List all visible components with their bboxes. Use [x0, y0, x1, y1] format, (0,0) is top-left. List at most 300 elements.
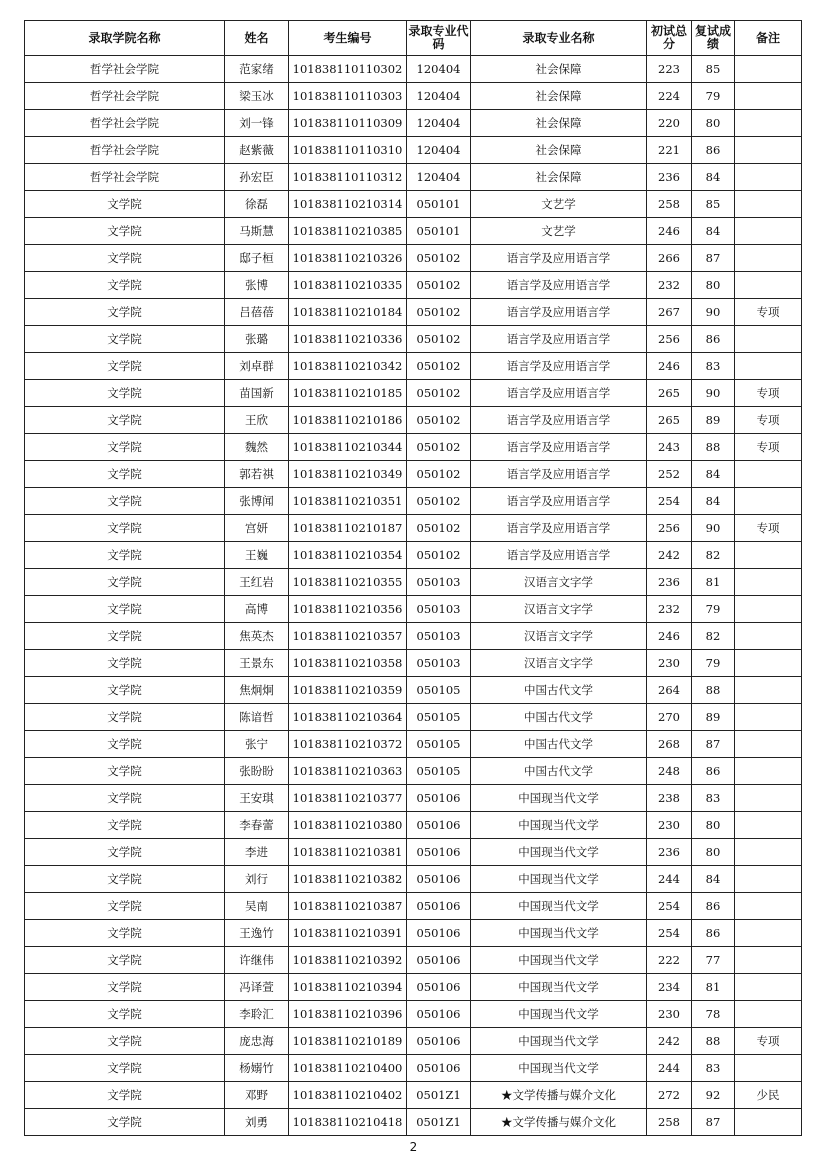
name-cell: 张宁 [225, 731, 289, 758]
remarks-cell [735, 866, 802, 893]
retest-score-cell: 84 [692, 488, 735, 515]
initial-score-cell: 236 [647, 839, 692, 866]
table-row [25, 434, 802, 461]
major-name-cell: 社会保障 [471, 110, 647, 137]
table-row [25, 893, 802, 920]
table-row [25, 758, 802, 785]
retest-score-cell: 86 [692, 326, 735, 353]
major-name-cell: 中国现当代文学 [471, 1055, 647, 1082]
college-cell: 文学院 [25, 488, 225, 515]
major-code-cell: 0501Z1 [407, 1109, 471, 1136]
remarks-cell [735, 56, 802, 83]
major-code-cell: 050106 [407, 866, 471, 893]
name-cell: 孙宏臣 [225, 164, 289, 191]
retest-score-cell: 90 [692, 299, 735, 326]
exam-id-cell: 101838110210363 [289, 758, 407, 785]
initial-score-cell: 256 [647, 515, 692, 542]
name-cell: 苗国新 [225, 380, 289, 407]
table-row [25, 353, 802, 380]
initial-score-cell: 264 [647, 677, 692, 704]
remarks-cell [735, 893, 802, 920]
table-row [25, 569, 802, 596]
header-major-code: 录取专业代码 [407, 21, 471, 56]
college-cell: 文学院 [25, 1028, 225, 1055]
exam-id-cell: 101838110210377 [289, 785, 407, 812]
remarks-cell [735, 650, 802, 677]
admission-table-container [24, 20, 801, 1136]
table-row [25, 83, 802, 110]
name-cell: 吴南 [225, 893, 289, 920]
major-code-cell: 050102 [407, 272, 471, 299]
retest-score-cell: 87 [692, 245, 735, 272]
remarks-cell [735, 272, 802, 299]
table-row [25, 488, 802, 515]
major-name-cell: 汉语言文字学 [471, 650, 647, 677]
exam-id-cell: 101838110210189 [289, 1028, 407, 1055]
table-row [25, 1082, 802, 1109]
major-name-cell: 语言学及应用语言学 [471, 488, 647, 515]
retest-score-cell: 79 [692, 596, 735, 623]
major-name-cell: 语言学及应用语言学 [471, 380, 647, 407]
initial-score-cell: 243 [647, 434, 692, 461]
remarks-cell [735, 947, 802, 974]
name-cell: 刘卓群 [225, 353, 289, 380]
college-cell: 文学院 [25, 920, 225, 947]
exam-id-cell: 101838110210185 [289, 380, 407, 407]
exam-id-cell: 101838110210354 [289, 542, 407, 569]
major-name-cell: 中国现当代文学 [471, 893, 647, 920]
page-number: 2 [409, 1140, 418, 1154]
initial-score-cell: 244 [647, 1055, 692, 1082]
remarks-cell [735, 191, 802, 218]
major-code-cell: 050102 [407, 326, 471, 353]
retest-score-cell: 89 [692, 704, 735, 731]
remarks-cell: 少民 [735, 1082, 802, 1109]
initial-score-cell: 236 [647, 164, 692, 191]
major-name-cell: 中国古代文学 [471, 731, 647, 758]
exam-id-cell: 101838110210380 [289, 812, 407, 839]
major-code-cell: 050105 [407, 704, 471, 731]
major-code-cell: 050106 [407, 893, 471, 920]
major-name-cell: 汉语言文字学 [471, 596, 647, 623]
name-cell: 庞忠海 [225, 1028, 289, 1055]
retest-score-cell: 87 [692, 1109, 735, 1136]
remarks-cell [735, 1109, 802, 1136]
name-cell: 邓野 [225, 1082, 289, 1109]
exam-id-cell: 101838110210356 [289, 596, 407, 623]
exam-id-cell: 101838110210372 [289, 731, 407, 758]
initial-score-cell: 254 [647, 893, 692, 920]
table-row [25, 596, 802, 623]
name-cell: 梁玉冰 [225, 83, 289, 110]
exam-id-cell: 101838110110303 [289, 83, 407, 110]
retest-score-cell: 80 [692, 110, 735, 137]
initial-score-cell: 242 [647, 1028, 692, 1055]
initial-score-cell: 252 [647, 461, 692, 488]
remarks-cell [735, 542, 802, 569]
name-cell: 焦炯炯 [225, 677, 289, 704]
college-cell: 文学院 [25, 650, 225, 677]
name-cell: 赵紫薇 [225, 137, 289, 164]
name-cell: 王景东 [225, 650, 289, 677]
initial-score-cell: 254 [647, 920, 692, 947]
major-name-cell: 文艺学 [471, 191, 647, 218]
table-row [25, 731, 802, 758]
major-name-cell: ★文学传播与媒介文化 [471, 1109, 647, 1136]
major-name-cell: 语言学及应用语言学 [471, 461, 647, 488]
college-cell: 文学院 [25, 974, 225, 1001]
initial-score-cell: 232 [647, 272, 692, 299]
retest-score-cell: 83 [692, 785, 735, 812]
table-row [25, 677, 802, 704]
exam-id-cell: 101838110210342 [289, 353, 407, 380]
initial-score-cell: 256 [647, 326, 692, 353]
remarks-cell [735, 596, 802, 623]
major-code-cell: 050105 [407, 731, 471, 758]
major-name-cell: 中国现当代文学 [471, 920, 647, 947]
college-cell: 哲学社会学院 [25, 56, 225, 83]
initial-score-cell: 232 [647, 596, 692, 623]
header-major-name: 录取专业名称 [471, 21, 647, 56]
exam-id-cell: 101838110210351 [289, 488, 407, 515]
major-code-cell: 050106 [407, 812, 471, 839]
exam-id-cell: 101838110210184 [289, 299, 407, 326]
exam-id-cell: 101838110210382 [289, 866, 407, 893]
college-cell: 文学院 [25, 677, 225, 704]
major-name-cell: 语言学及应用语言学 [471, 272, 647, 299]
initial-score-cell: 223 [647, 56, 692, 83]
table-row [25, 812, 802, 839]
initial-score-cell: 234 [647, 974, 692, 1001]
initial-score-cell: 244 [647, 866, 692, 893]
college-cell: 文学院 [25, 1109, 225, 1136]
exam-id-cell: 101838110210387 [289, 893, 407, 920]
exam-id-cell: 101838110210394 [289, 974, 407, 1001]
table-row [25, 704, 802, 731]
major-name-cell: 社会保障 [471, 164, 647, 191]
major-code-cell: 050105 [407, 677, 471, 704]
remarks-cell [735, 245, 802, 272]
remarks-cell: 专项 [735, 515, 802, 542]
college-cell: 文学院 [25, 353, 225, 380]
name-cell: 范家绪 [225, 56, 289, 83]
initial-score-cell: 265 [647, 380, 692, 407]
initial-score-cell: 221 [647, 137, 692, 164]
college-cell: 文学院 [25, 596, 225, 623]
exam-id-cell: 101838110210391 [289, 920, 407, 947]
major-name-cell: 中国现当代文学 [471, 947, 647, 974]
major-name-cell: 中国现当代文学 [471, 866, 647, 893]
college-cell: 文学院 [25, 515, 225, 542]
initial-score-cell: 236 [647, 569, 692, 596]
college-cell: 文学院 [25, 542, 225, 569]
header-initial-score: 初试总分 [647, 21, 692, 56]
remarks-cell [735, 218, 802, 245]
table-row [25, 326, 802, 353]
major-code-cell: 050106 [407, 1055, 471, 1082]
college-cell: 文学院 [25, 947, 225, 974]
major-code-cell: 050106 [407, 785, 471, 812]
retest-score-cell: 88 [692, 677, 735, 704]
initial-score-cell: 230 [647, 650, 692, 677]
initial-score-cell: 230 [647, 812, 692, 839]
major-name-cell: 中国古代文学 [471, 677, 647, 704]
exam-id-cell: 101838110210400 [289, 1055, 407, 1082]
college-cell: 文学院 [25, 299, 225, 326]
table-row [25, 137, 802, 164]
name-cell: 陈谙哲 [225, 704, 289, 731]
remarks-cell [735, 353, 802, 380]
remarks-cell [735, 623, 802, 650]
major-code-cell: 120404 [407, 56, 471, 83]
table-row [25, 947, 802, 974]
retest-score-cell: 84 [692, 461, 735, 488]
retest-score-cell: 84 [692, 218, 735, 245]
major-name-cell: 汉语言文字学 [471, 569, 647, 596]
remarks-cell [735, 758, 802, 785]
remarks-cell [735, 1001, 802, 1028]
retest-score-cell: 81 [692, 974, 735, 1001]
remarks-cell [735, 704, 802, 731]
college-cell: 文学院 [25, 1055, 225, 1082]
major-code-cell: 050103 [407, 596, 471, 623]
major-name-cell: 汉语言文字学 [471, 623, 647, 650]
remarks-cell [735, 488, 802, 515]
name-cell: 许继伟 [225, 947, 289, 974]
college-cell: 文学院 [25, 893, 225, 920]
major-code-cell: 050105 [407, 758, 471, 785]
major-name-cell: 中国现当代文学 [471, 812, 647, 839]
name-cell: 高博 [225, 596, 289, 623]
name-cell: 张博 [225, 272, 289, 299]
table-row [25, 785, 802, 812]
remarks-cell: 专项 [735, 407, 802, 434]
major-code-cell: 120404 [407, 164, 471, 191]
exam-id-cell: 101838110210187 [289, 515, 407, 542]
table-row [25, 866, 802, 893]
retest-score-cell: 86 [692, 137, 735, 164]
retest-score-cell: 88 [692, 434, 735, 461]
college-cell: 文学院 [25, 218, 225, 245]
table-row [25, 56, 802, 83]
major-name-cell: 社会保障 [471, 137, 647, 164]
initial-score-cell: 266 [647, 245, 692, 272]
major-name-cell: 中国现当代文学 [471, 785, 647, 812]
name-cell: 魏然 [225, 434, 289, 461]
major-code-cell: 050103 [407, 569, 471, 596]
major-code-cell: 050101 [407, 191, 471, 218]
college-cell: 文学院 [25, 758, 225, 785]
major-name-cell: 语言学及应用语言学 [471, 542, 647, 569]
major-code-cell: 050102 [407, 245, 471, 272]
name-cell: 马斯慧 [225, 218, 289, 245]
remarks-cell: 专项 [735, 299, 802, 326]
major-name-cell: 语言学及应用语言学 [471, 326, 647, 353]
table-row [25, 1001, 802, 1028]
retest-score-cell: 78 [692, 1001, 735, 1028]
major-name-cell: 语言学及应用语言学 [471, 245, 647, 272]
exam-id-cell: 101838110210396 [289, 1001, 407, 1028]
retest-score-cell: 81 [692, 569, 735, 596]
name-cell: 刘勇 [225, 1109, 289, 1136]
exam-id-cell: 101838110210335 [289, 272, 407, 299]
retest-score-cell: 85 [692, 191, 735, 218]
table-row [25, 839, 802, 866]
retest-score-cell: 90 [692, 515, 735, 542]
remarks-cell [735, 677, 802, 704]
college-cell: 文学院 [25, 866, 225, 893]
college-cell: 哲学社会学院 [25, 83, 225, 110]
major-code-cell: 050102 [407, 407, 471, 434]
header-row [25, 21, 802, 56]
college-cell: 文学院 [25, 623, 225, 650]
name-cell: 王安琪 [225, 785, 289, 812]
college-cell: 文学院 [25, 245, 225, 272]
retest-score-cell: 84 [692, 866, 735, 893]
table-row [25, 461, 802, 488]
major-code-cell: 050102 [407, 299, 471, 326]
initial-score-cell: 222 [647, 947, 692, 974]
exam-id-cell: 101838110210381 [289, 839, 407, 866]
retest-score-cell: 80 [692, 272, 735, 299]
name-cell: 王巍 [225, 542, 289, 569]
table-row [25, 191, 802, 218]
major-name-cell: 中国现当代文学 [471, 1001, 647, 1028]
table-row [25, 299, 802, 326]
college-cell: 文学院 [25, 191, 225, 218]
major-code-cell: 0501Z1 [407, 1082, 471, 1109]
exam-id-cell: 101838110210385 [289, 218, 407, 245]
major-name-cell: 语言学及应用语言学 [471, 434, 647, 461]
college-cell: 文学院 [25, 1082, 225, 1109]
remarks-cell [735, 461, 802, 488]
name-cell: 刘行 [225, 866, 289, 893]
name-cell: 张博闻 [225, 488, 289, 515]
major-name-cell: 语言学及应用语言学 [471, 515, 647, 542]
major-name-cell: 社会保障 [471, 83, 647, 110]
table-row [25, 515, 802, 542]
initial-score-cell: 246 [647, 218, 692, 245]
exam-id-cell: 101838110210355 [289, 569, 407, 596]
major-name-cell: ★文学传播与媒介文化 [471, 1082, 647, 1109]
initial-score-cell: 242 [647, 542, 692, 569]
initial-score-cell: 258 [647, 191, 692, 218]
remarks-cell [735, 839, 802, 866]
initial-score-cell: 270 [647, 704, 692, 731]
retest-score-cell: 83 [692, 353, 735, 380]
header-exam-id: 考生编号 [289, 21, 407, 56]
retest-score-cell: 79 [692, 650, 735, 677]
college-cell: 文学院 [25, 380, 225, 407]
table-row [25, 164, 802, 191]
name-cell: 徐磊 [225, 191, 289, 218]
exam-id-cell: 101838110210358 [289, 650, 407, 677]
retest-score-cell: 80 [692, 812, 735, 839]
name-cell: 李进 [225, 839, 289, 866]
remarks-cell [735, 110, 802, 137]
exam-id-cell: 101838110110310 [289, 137, 407, 164]
remarks-cell [735, 785, 802, 812]
name-cell: 郭若祺 [225, 461, 289, 488]
college-cell: 文学院 [25, 704, 225, 731]
college-cell: 文学院 [25, 785, 225, 812]
exam-id-cell: 101838110210357 [289, 623, 407, 650]
exam-id-cell: 101838110110309 [289, 110, 407, 137]
college-cell: 哲学社会学院 [25, 164, 225, 191]
college-cell: 文学院 [25, 569, 225, 596]
major-code-cell: 050106 [407, 1001, 471, 1028]
initial-score-cell: 248 [647, 758, 692, 785]
initial-score-cell: 224 [647, 83, 692, 110]
table-row [25, 650, 802, 677]
remarks-cell [735, 326, 802, 353]
major-name-cell: 中国现当代文学 [471, 839, 647, 866]
retest-score-cell: 83 [692, 1055, 735, 1082]
initial-score-cell: 230 [647, 1001, 692, 1028]
college-cell: 文学院 [25, 407, 225, 434]
retest-score-cell: 86 [692, 893, 735, 920]
college-cell: 哲学社会学院 [25, 110, 225, 137]
initial-score-cell: 246 [647, 353, 692, 380]
table-row [25, 110, 802, 137]
major-code-cell: 050106 [407, 974, 471, 1001]
table-row [25, 1109, 802, 1136]
retest-score-cell: 82 [692, 542, 735, 569]
retest-score-cell: 79 [692, 83, 735, 110]
major-code-cell: 050102 [407, 488, 471, 515]
college-cell: 文学院 [25, 731, 225, 758]
initial-score-cell: 265 [647, 407, 692, 434]
header-college: 录取学院名称 [25, 21, 225, 56]
header-remarks: 备注 [735, 21, 802, 56]
exam-id-cell: 101838110210418 [289, 1109, 407, 1136]
exam-id-cell: 101838110210186 [289, 407, 407, 434]
remarks-cell [735, 731, 802, 758]
college-cell: 文学院 [25, 839, 225, 866]
name-cell: 李聆汇 [225, 1001, 289, 1028]
remarks-cell [735, 569, 802, 596]
name-cell: 杨嫋竹 [225, 1055, 289, 1082]
table-row [25, 380, 802, 407]
retest-score-cell: 77 [692, 947, 735, 974]
major-code-cell: 050103 [407, 623, 471, 650]
major-code-cell: 050106 [407, 920, 471, 947]
initial-score-cell: 254 [647, 488, 692, 515]
initial-score-cell: 258 [647, 1109, 692, 1136]
name-cell: 张璐 [225, 326, 289, 353]
table-row [25, 272, 802, 299]
name-cell: 李春蕾 [225, 812, 289, 839]
table-row [25, 1055, 802, 1082]
major-name-cell: 语言学及应用语言学 [471, 299, 647, 326]
college-cell: 文学院 [25, 461, 225, 488]
college-cell: 文学院 [25, 434, 225, 461]
major-code-cell: 050102 [407, 380, 471, 407]
retest-score-cell: 92 [692, 1082, 735, 1109]
remarks-cell: 专项 [735, 1028, 802, 1055]
exam-id-cell: 101838110210336 [289, 326, 407, 353]
table-row [25, 218, 802, 245]
name-cell: 张盼盼 [225, 758, 289, 785]
remarks-cell: 专项 [735, 380, 802, 407]
major-code-cell: 050102 [407, 434, 471, 461]
major-code-cell: 120404 [407, 83, 471, 110]
retest-score-cell: 86 [692, 920, 735, 947]
name-cell: 王欣 [225, 407, 289, 434]
initial-score-cell: 272 [647, 1082, 692, 1109]
major-name-cell: 文艺学 [471, 218, 647, 245]
header-retest-score: 复试成绩 [692, 21, 735, 56]
